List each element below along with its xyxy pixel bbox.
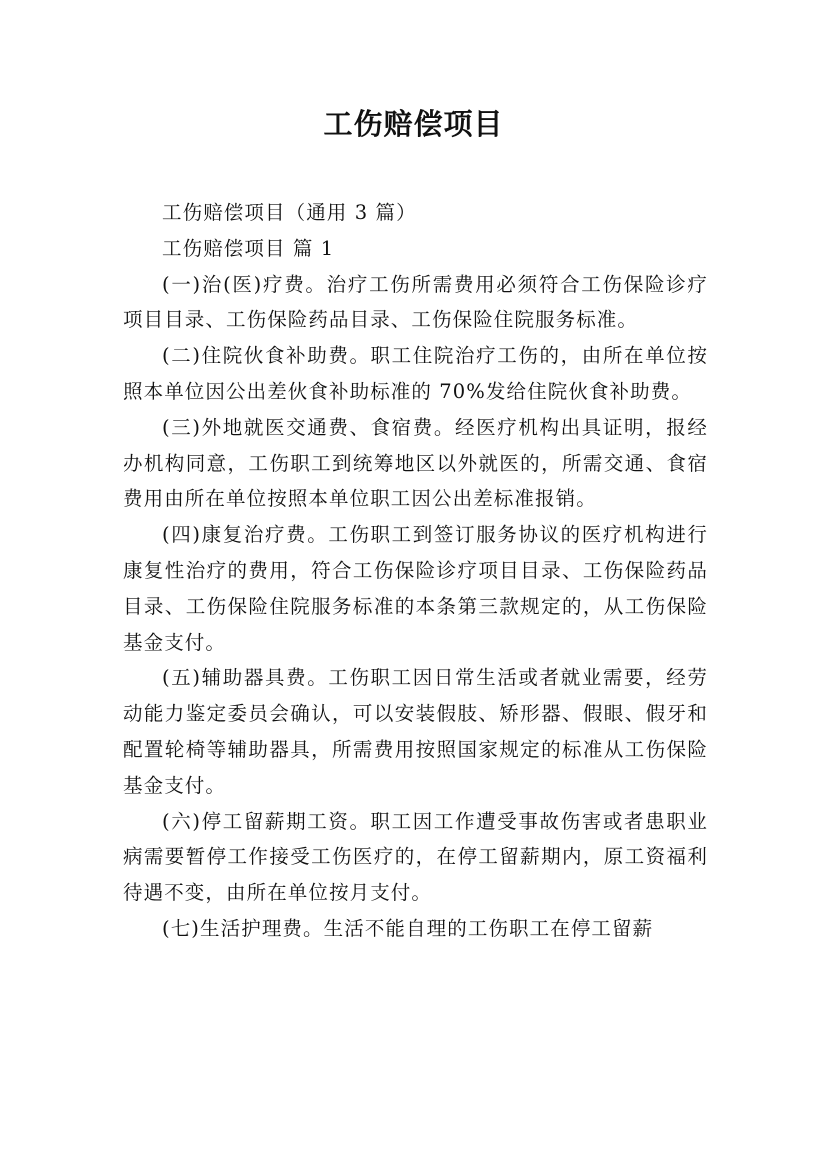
paragraph-item-7: (七)生活护理费。生活不能自理的工伤职工在停工留薪: [162, 916, 654, 940]
paragraph-subtitle: 工伤赔偿项目（通用 3 篇）: [162, 201, 417, 224]
document-body: [123, 195, 708, 947]
document-title: 工伤赔偿项目: [323, 107, 504, 141]
paragraph-item-5: (五)辅助器具费。工伤职工因日常生活或者就业需要，经劳动能力鉴定委员会确认，可以安装假肢、矫形器、假眼、假牙和配置轮椅等辅助器具，所需费用按照国家规定的标准从工伤保险基金支付。: [123, 666, 708, 797]
paragraph-item-2: (二)住院伙食补助费。职工住院治疗工伤的，由所在单位按照本单位因公出差伙食补助标准的 70%发给住院伙食补助费。: [123, 344, 708, 403]
paragraph-item-3: (三)外地就医交通费、食宿费。经医疗机构出具证明，报经办机构同意，工伤职工到统筹地区以外就医的，所需交通、食宿费用由所在单位按照本单位职工因公出差标准报销。: [123, 415, 708, 511]
paragraph-section-heading: 工伤赔偿项目 篇 1: [162, 236, 335, 260]
paragraph-item-6: (六)停工留薪期工资。职工因工作遭受事故伤害或者患职业病需要暂停工作接受工伤医疗的，在停工留薪期内，原工资福利待遇不变，由所在单位按月支付。: [123, 809, 708, 905]
paragraph-item-4: (四)康复治疗费。工伤职工到签订服务协议的医疗机构进行康复性治疗的费用，符合工伤保险诊疗项目目录、工伤保险药品目录、工伤保险住院服务标准的本条第三款规定的，从工伤保险基金支付。: [123, 523, 708, 654]
paragraph-item-1: (一)治(医)疗费。治疗工伤所需费用必须符合工伤保险诊疗项目目录、工伤保险药品目录、工伤保险住院服务标准。: [123, 272, 708, 332]
